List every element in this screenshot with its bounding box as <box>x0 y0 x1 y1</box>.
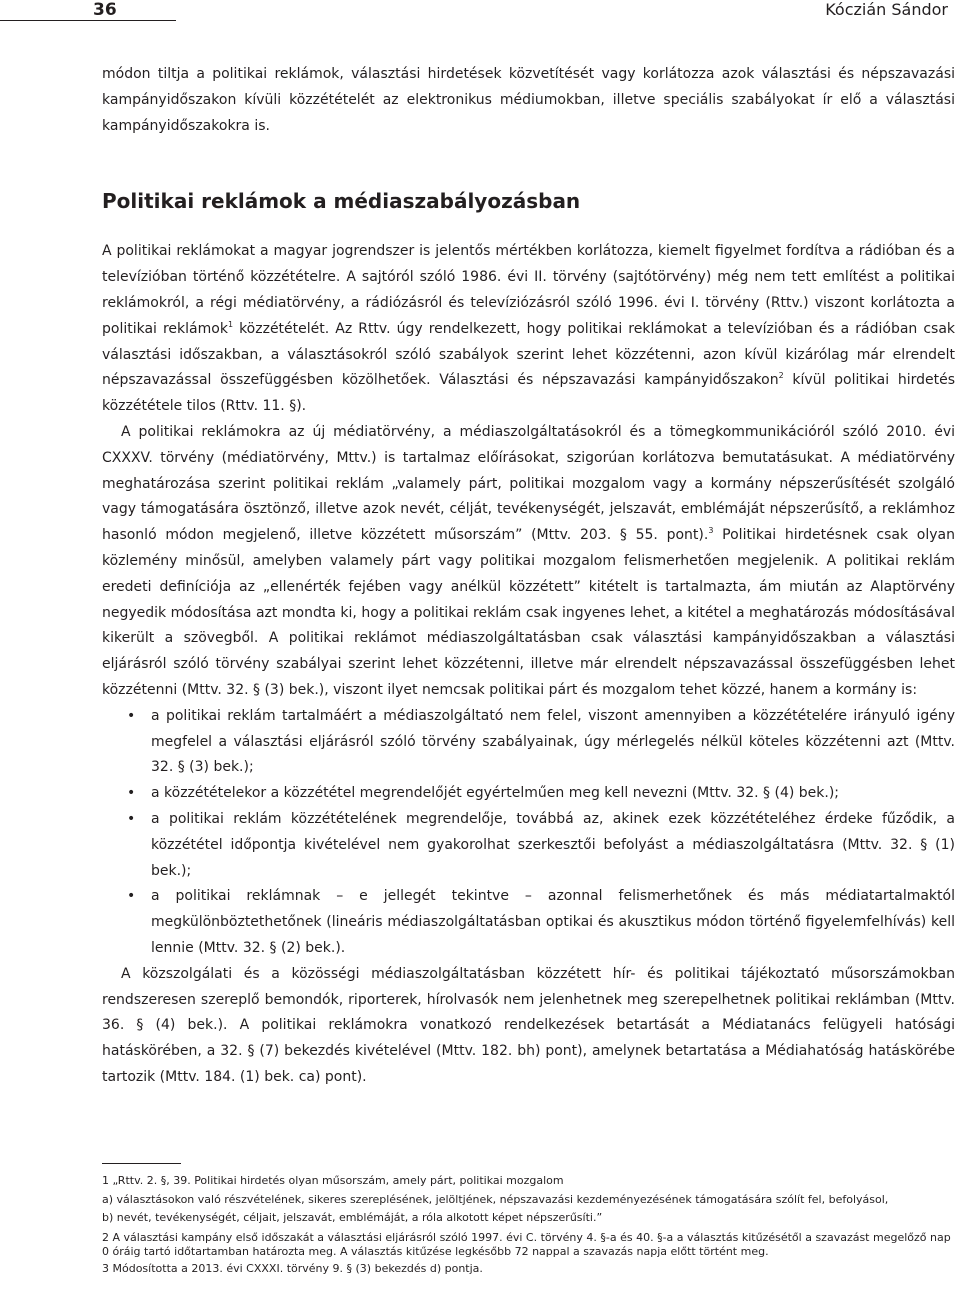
list-item: • a közzétételekor a közzététel megrendelőjét egyértelműen meg kell nevezni (Mttv. 32. § (4) bek.); <box>102 781 955 807</box>
bullet-icon: • <box>127 888 136 905</box>
page-number: 36 <box>93 0 117 20</box>
paragraph-text: A politikai reklámokat a magyar jogrendszer is jelentős mértékben korlátozza, kiemelt figyelmet fordítva a rádióban és a televízióban történő közzétételre. A sajtóról szóló 1986. évi II. törvény (sajtótörvény) még nem tett említést a politikai reklámokról, a régi médiatörvény, a rádiózásról és televíziózásról szóló 1996. évi I. törvény (Rttv.) viszont korlátozta a politikai reklámok <box>102 243 955 337</box>
bullet-icon: • <box>127 785 136 802</box>
footnote-1-item-b: b) nevét, tevékenységét, céljait, jelszavát, emblémáját, a róla alkotott képet népszerűsíti.” <box>102 1211 603 1224</box>
intro-paragraph: módon tiltja a politikai reklámok, választási hirdetések közvetítését vagy korlátozza azok választási és népszavazási kampányidőszakon kívüli közzétételét az elektronikus médiumokban, illetve speciális szabályokat ír elő a választási kampányidőszakokra is. <box>102 66 955 134</box>
footnote-3: 3 Módosította a 2013. évi CXXXI. törvény 9. § (3) bekezdés d) pontja. <box>102 1261 483 1275</box>
paragraph-text: kívül politikai hirdetés közzététele tilos (Rttv. 11. §). <box>102 372 955 415</box>
page-header <box>0 0 960 22</box>
rules-list <box>102 704 955 962</box>
section-title: Politikai reklámok a médiaszabályozásban <box>102 189 581 214</box>
paragraph-kozszolgalati: A közszolgálati és a közösségi médiaszolgáltatásban közzétett hír- és politikai tájékoztató műsorszámokban rendszeresen szereplő bemondók, riporterek, hírolvasók nem jelenhetnek meg szerepelhetnek politikai reklámban (Mttv. 36. § (4) bek.). A politikai reklámokra vonatkozó rendelkezések betartását a Médiatanács felügyeli hatósági hatáskörében, a 32. § (7) bekezdés kivételével (Mttv. 182. bh) pont), amelynek betartatása a Médiahatóság hatáskörébe tartozik (Mttv. 184. (1) bek. ca) pont). <box>102 965 955 1085</box>
paragraph-rttv <box>102 239 955 420</box>
bullet-icon: • <box>127 707 136 724</box>
footnote-divider <box>102 1163 181 1164</box>
paragraph-mttv <box>102 420 955 704</box>
footnote-ref-2[interactable]: 2 <box>778 371 784 381</box>
list-item: • a politikai reklámnak – e jellegét tekintve – azonnal felismerhetőnek és más médiatartalmaktól megkülönböztethetőnek (lineáris médiaszolgáltatásban optikai és akusztikus módon történő figyelemfelhívás) kell lennie (Mttv. 32. § (2) bek.). <box>102 884 955 961</box>
main-text <box>102 62 955 1091</box>
bullet-icon: • <box>127 810 136 827</box>
paragraph-text: közzétételét. Az Rttv. úgy rendelkezett, hogy politikai reklámokat a televízióban és a rádióban csak választási időszakban, a választásokról szóló szabályok szerint lehet közzétenni, azon kívül kizárólag már elrendelt népszavazással összefüggésben közölhetőek. Választási és népszavazási kampányidőszakon <box>102 320 955 389</box>
footnote-2: 2 A választási kampány első időszakát a választási eljárásról szóló 1997. évi C. törvény 4. §-a és 40. §-a a választás kitűzésétől a szavazást megelőző nap 0 óráig tartó időtartamban határozta meg. A választás kitűzése legkésőbb 72 nappal a szavazás napja előtt történt meg. <box>102 1230 951 1258</box>
running-header-author: Kóczián Sándor <box>825 0 948 19</box>
paragraph-text: A politikai reklámokra az új médiatörvény, a médiaszolgáltatásokról és a tömegkommunikációról szóló 2010. évi CXXXV. törvény (médiatörvény, Mttv.) is tartalmaz előírásokat, szigorúan korlátozva bemutatásukat. A médiatörvény meghatározása szerint politikai reklám „valamely párt, politikai mozgalom vagy a kormány népszerűsítését szolgáló vagy támogatására ösztönző, illetve azok nevét, célját, tevékenységét, jelszavát, emblémáját népszerűsítő, a reklámhoz hasonló módon megjelenő, illetve közzétett műsorszám” (Mttv. 203. § 55. pont). <box>102 423 955 544</box>
footnote-ref-3[interactable]: 3 <box>708 526 714 536</box>
footnote-1: 1 „Rttv. 2. §, 39. Politikai hirdetés olyan műsorszám, amely párt, politikai mozgalom <box>102 1174 564 1187</box>
list-item: • a politikai reklám közzétételének megrendelője, továbbá az, akinek ezek közzétételéhez érdeke fűződik, a közzététel időpontja kivételével nem gyakorolhat szerkesztői befolyást a médiaszolgáltatásra (Mttv. 32. § (1) bek.); <box>102 807 955 884</box>
footnote-1-item-a: a) választásokon való részvételének, sikeres szereplésének, jelöltjének, népszavazási kezdeményezésének támogatására szólít fel, befolyásol, <box>102 1192 889 1206</box>
list-item: • a politikai reklám tartalmáért a médiaszolgáltató nem felel, viszont amennyiben a közzétételére irányuló igény megfelel a választási eljárásról szóló törvény szabályainak, úgy mérlegelés nélkül köteles közzétenni azt (Mttv. 32. § (3) bek.); <box>102 704 955 781</box>
header-rule <box>0 20 176 21</box>
paragraph-text: Politikai hirdetésnek csak olyan közlemény minősül, amelyben valamely párt vagy politikai mozgalom felismerhetően megjelenik. A politikai reklám eredeti definíciója az „ellenérték fejében vagy anélkül közzétett” kitételt is tartalmazta, ám miután az Alaptörvény negyedik módosítása azt mondta ki, hogy a politikai reklám csak ingyenes lehet, a kitétel a meghatározás módosításával kikerült a szövegből. A politikai reklámot médiaszolgáltatásban csak választási kampányidőszakban a választási eljárásról szóló törvény szabályai szerint lehet közzétenni, illetve már elrendelt népszavazással összefüggésben lehet közzétenni (Mttv. 32. § (3) bek.), viszont ilyet nemcsak politikai párt és mozgalom tehet közzé, hanem a kormány is: <box>102 527 955 698</box>
footnote-ref-1[interactable]: 1 <box>227 319 234 329</box>
footnotes <box>102 1172 955 1278</box>
